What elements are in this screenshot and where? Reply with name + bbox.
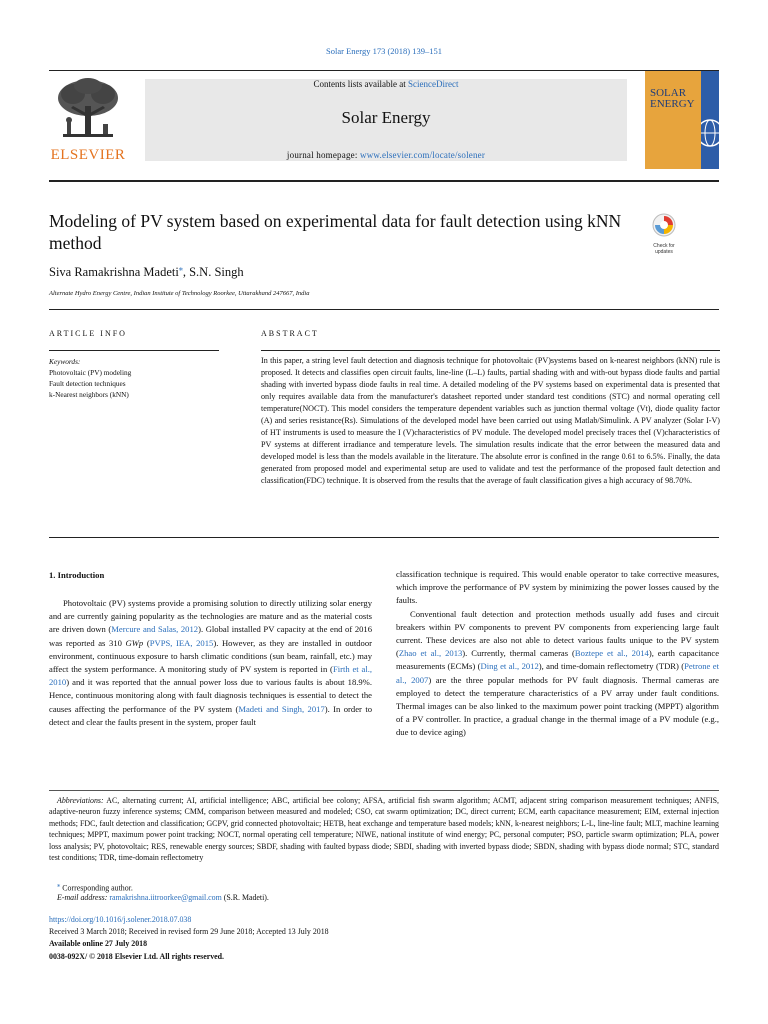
- keyword-item: k-Nearest neighbors (kNN): [49, 390, 129, 399]
- contents-line: [145, 79, 627, 89]
- journal-homepage: [145, 150, 627, 160]
- citation-link[interactable]: Boztepe et al., 2014: [574, 648, 649, 659]
- contents-prefix: Contents lists available at: [313, 79, 408, 89]
- email-suffix: (S.R. Madeti).: [221, 893, 269, 902]
- cover-band: [701, 71, 719, 169]
- authors: [49, 264, 244, 280]
- article-info-heading: ARTICLE INFO: [49, 329, 127, 338]
- check-updates-icon: [646, 212, 682, 238]
- corresponding-note-mark[interactable]: ⁎: [57, 882, 61, 889]
- text-run: ). Currently, thermal cameras (: [462, 648, 575, 659]
- intro-right-column: [396, 568, 719, 740]
- homepage-link[interactable]: www.elsevier.com/locate/solener: [360, 150, 486, 160]
- abbreviations-label: Abbreviations:: [57, 796, 104, 805]
- elsevier-tree-icon: [49, 76, 127, 148]
- check-for-updates-badge[interactable]: [646, 212, 682, 255]
- abstract-text: In this paper, a string level fault detection and diagnosis technique for photovoltaic (PV)systems based on k-nearest neighbors (kNN) rule is proposed. It detects and classifies open circuit faults, line-line (L–L) faults, partial shading with and with-out bypass diode faults and partial shading with inverted bypass diode faults in real time. A detailed modeling of the PV systems based on experimental data is presented that only requires available data from the manufacturer's datasheet reported under standard test conditions (STC) and normal operating cell temperature(NOCT). This model considers the temperature dependent variables such as junction thermal voltage (Vt), diode quality factor (A) and series resistance(Rs). Simulations of the developed model have been carried out using Matlab/Simulink. A PV analyzer (Solar I-V) of HT instruments is used to measure the I (V)characteristics of PV module. The developed model precisely traces theI (V)characteristics of PV systems at different irradiance and temperature levels. The simulation results indicate that the error between the measured data and developed model is less than the models available in the literature. The absolute error is confined in the range 0.61 to 6.5%. Finally, the data generated from proposed model and experimental setup are used to validate and test the performance of the proposed fault detection and classification(FDC) technique. It is observed from the results that the average of fault classification gives a high accuracy of 98.70%.: [261, 356, 720, 486]
- header-top-rule: [49, 70, 719, 71]
- citation-link[interactable]: Madeti and Singh, 2017: [238, 703, 325, 714]
- cover-title-line2: ENERGY: [650, 98, 695, 110]
- homepage-label: journal homepage:: [286, 150, 360, 160]
- text-run: ). Global installed PV capacity at the end of 2016 was reported as 310: [49, 624, 373, 648]
- journal-title: Solar Energy: [341, 108, 431, 127]
- available-online: Available online 27 July 2018: [49, 939, 148, 948]
- citation-link[interactable]: Zhao et al., 2013: [398, 648, 463, 659]
- cover-title: [650, 88, 695, 110]
- italic-unit: GWp: [125, 637, 144, 648]
- keyword-item: Fault detection techniques: [49, 379, 126, 388]
- elsevier-wordmark: ELSEVIER: [50, 147, 126, 163]
- sciencedirect-link[interactable]: ScienceDirect: [408, 79, 459, 89]
- elsevier-logo: [49, 76, 127, 148]
- email-line: [57, 892, 269, 903]
- cover-title-line1: SOLAR: [650, 87, 687, 99]
- intro-right-paragraph-2: [396, 608, 719, 740]
- text-run: ) and it was reported that the annual power loss due to various faults is about 18.9%. Hence, continuous monitoring along with fault diagnosis techniques is essential to detect the causes affecting the performance of the PV system (: [49, 677, 372, 714]
- check-badge-line2: updates: [655, 249, 673, 255]
- text-run: ), earth capacitance measurements (ECMs) (: [396, 648, 720, 672]
- affiliation: Alternate Hydro Energy Centre, Indian Institute of Technology Roorkee, Uttarakhand 247667, India: [49, 290, 310, 297]
- author-2[interactable]: , S.N. Singh: [182, 265, 244, 280]
- text-run: Photovoltaic (PV) systems provide a promising solution to directly utilizing solar energy and are currently gaining popularity as the technologies are mature and as the material costs are driven down (: [49, 598, 372, 635]
- text-run: Conventional fault detection and protection methods usually add fuses and circuit breakers within PV components to prevent PV components from experiencing large fault current. These devices are also not able to detect various faults unique to the PV system (: [396, 608, 719, 659]
- text-run: (: [143, 637, 150, 648]
- citation-link[interactable]: Firth et al., 2010: [49, 664, 373, 688]
- abbreviations-text: AC, alternating current; AI, artificial intelligence; ABC, artificial bee colony; AFSA, artificial fish swarm algorithm; ACMT, adjacent string comparison measurement techniques; ANFIS, adaptive-neuron fuzzy inference systems; CMM, comparison between measured and modeled; CSO, cat swarm optimization; DC, direct current; ECM, earth capacitance measurement; EIM, external injection methods; FDC, fault detection and classification; GCPV, grid connected photovoltaic; HETB, heat exchange and temperature based models; kNN, k-nearest neighbors; L-L, line-line fault; MLT, machine learning techniques; MPPT, maximum power point tracking; NOCT, normal operating cell temperature; NIWE, national institute of wind energy; PC, personal computer; PSO, particle swarm optimization; PLA, power loss analysis; PV, photovoltaic; RES, renewable energy sources; SBDF, shading with faulted bypass diode; SBDI, shading with inverted bypass diode; SBDN, shading with bypass diode normal; STC, standard test conditions; TDR, time-domain reflectometry: [49, 796, 719, 863]
- text-run: ), and time-domain reflectometry (TDR) (: [538, 661, 685, 672]
- keywords-block: [49, 356, 229, 400]
- intro-right-paragraph-1: classification technique is required. This would enable operator to take corrective measures, which improve the performance of PV system by minimizing the power losses caused by the faults.: [396, 569, 719, 606]
- check-badge-line1: Check for: [653, 243, 675, 249]
- journal-reference[interactable]: Solar Energy 173 (2018) 139–151: [326, 46, 442, 56]
- article-info-rule: [49, 350, 219, 351]
- citation-link[interactable]: PVPS, IEA, 2015: [149, 637, 214, 648]
- paper-title: Modeling of PV system based on experimental data for fault detection using kNN method: [49, 211, 622, 253]
- received-dates: Received 3 March 2018; Received in revised form 29 June 2018; Accepted 13 July 2018: [49, 927, 329, 936]
- corresponding-text: Corresponding author.: [60, 883, 133, 893]
- text-run: ) are the three popular methods for PV fault diagnosis. Thermal cameras are employed to detect the temperature characteristics of a PV array under fault conditions. Thermal images can be also linked to the maximum power point tracking (MPPT) algorithm of a PV controller. In practice, a gradual change in the thermal image of a PV module (e.g., due to device aging): [396, 674, 719, 738]
- globe-icon: [701, 71, 719, 169]
- keywords-label: Keywords:: [49, 357, 81, 366]
- footnote-rule: [49, 790, 719, 791]
- copyright: 0038-092X/ © 2018 Elsevier Ltd. All rights reserved.: [49, 952, 225, 961]
- citation-link[interactable]: Petrone et al., 2007: [396, 661, 719, 685]
- citation-link[interactable]: Mercure and Salas, 2012: [111, 624, 199, 635]
- intro-heading: 1. Introduction: [49, 570, 105, 580]
- text-run: ). However, as they are installed in outdoor environment, continuous exposure to harsh climatic conditions (sun beam, rainfall, etc.) may affect the system performance. A monitoring study of PV system is reported in (: [49, 637, 372, 675]
- header-bottom-rule: [49, 180, 719, 182]
- doi-link[interactable]: https://doi.org/10.1016/j.solener.2018.07.038: [49, 915, 192, 924]
- text-run: ). In order to detect and clear the faults present in the system, proper fault: [49, 703, 373, 727]
- author-1[interactable]: Siva Ramakrishna Madeti: [49, 265, 179, 280]
- abbreviations: [49, 795, 719, 863]
- email-label: E-mail address:: [57, 893, 108, 902]
- abstract-rule: [261, 350, 720, 351]
- journal-cover: [645, 71, 719, 169]
- info-top-rule: [49, 309, 719, 310]
- abstract-heading: ABSTRACT: [261, 329, 319, 338]
- abstract-bottom-rule: [49, 537, 719, 538]
- email-link[interactable]: ramakrishna.iitroorkee@gmail.com: [109, 893, 222, 902]
- intro-left-column: [49, 597, 372, 729]
- corresponding-mark[interactable]: ⁎: [178, 264, 183, 273]
- citation-link[interactable]: Ding et al., 2012: [480, 661, 539, 672]
- keyword-item: Photovoltaic (PV) modeling: [49, 368, 132, 377]
